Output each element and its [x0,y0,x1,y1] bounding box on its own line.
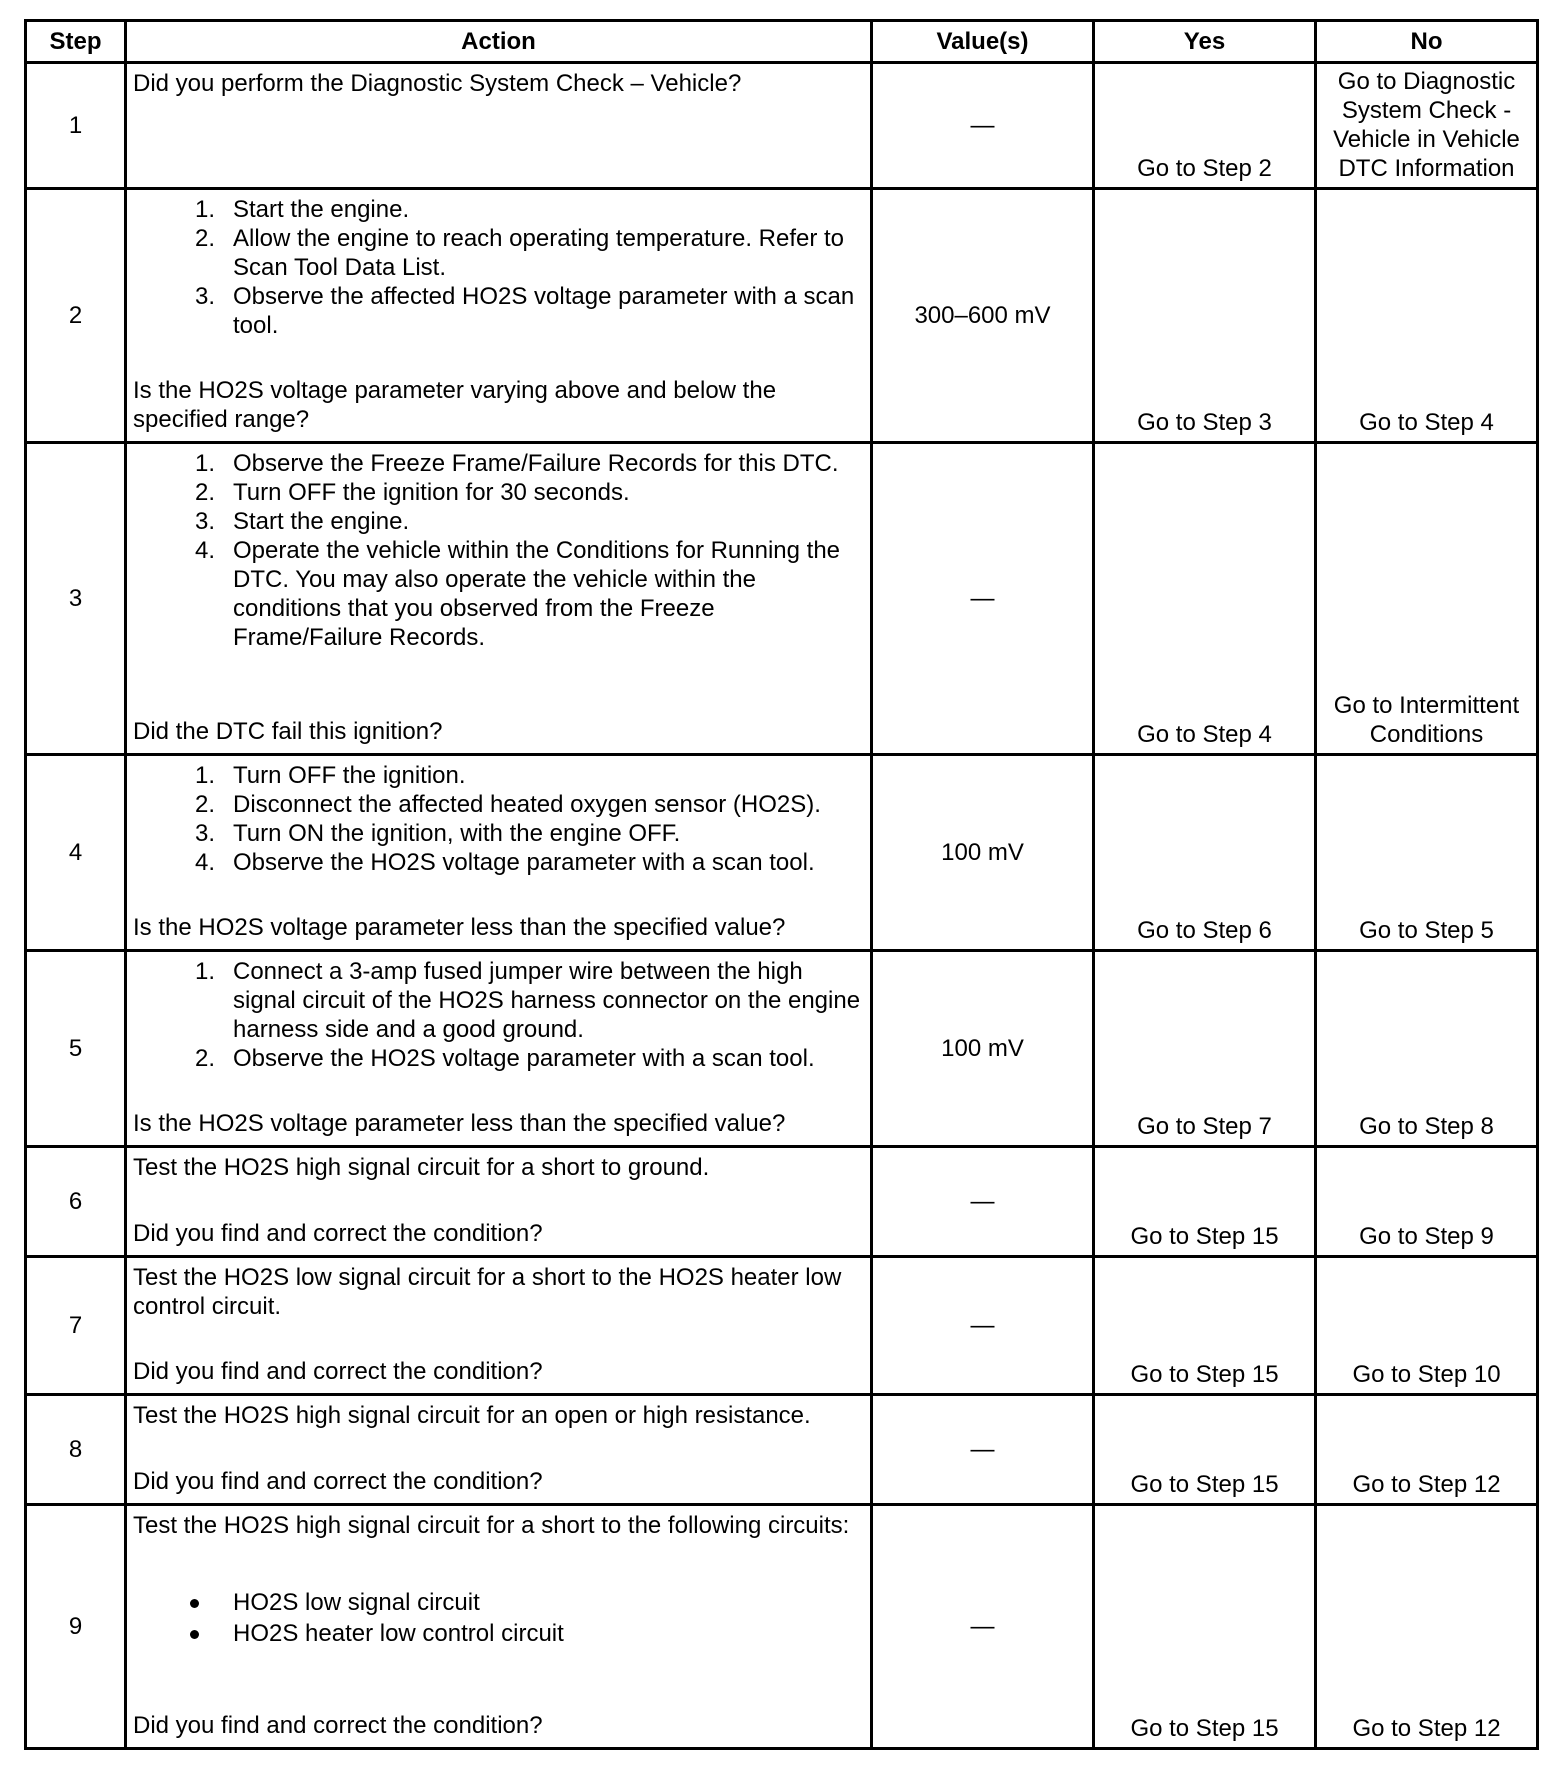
action-step-text: Disconnect the affected heated oxygen sensor (HO2S). [233,791,821,818]
action-cell [126,1395,872,1505]
step-number: 3 [26,443,126,755]
no-outcome-cell [1316,63,1538,189]
action-steps-list [133,957,864,1073]
action-cell [126,1257,872,1395]
value-cell: — [872,1505,1094,1749]
yes-outcome-text: Go to Step 15 [1130,1361,1279,1388]
yes-outcome-cell [1094,755,1316,951]
action-step-item [133,478,864,507]
bullet-icon [190,1599,199,1608]
action-step-number: 2. [194,479,215,506]
yes-outcome-cell [1094,63,1316,189]
action-step-text: Turn OFF the ignition for 30 seconds. [233,479,630,506]
action-step-text: Observe the Freeze Frame/Failure Records for this DTC. [233,450,839,477]
yes-outcome-cell [1094,443,1316,755]
action-intro: Did you perform the Diagnostic System Check – Vehicle? [133,70,742,97]
header-no: No [1316,21,1538,63]
header-action: Action [126,21,872,63]
action-steps-list [133,195,864,340]
action-step-number: 1. [194,450,215,477]
yes-outcome-cell [1094,951,1316,1147]
action-step-text: Observe the HO2S voltage parameter with a scan tool. [233,849,815,876]
action-step-item [133,1044,864,1073]
step-number: 6 [26,1147,126,1257]
no-outcome-text: Go to Step 12 [1352,1715,1501,1742]
yes-outcome-cell [1094,1395,1316,1505]
action-steps-list [133,449,864,652]
table-row [26,1505,1538,1749]
circuit-bullet-list [133,1588,864,1648]
step-number: 8 [26,1395,126,1505]
action-cell [126,951,872,1147]
action-step-item [133,224,864,282]
no-outcome-cell [1316,1257,1538,1395]
circuit-bullet-text: HO2S low signal circuit [233,1589,480,1616]
no-outcome-text: Go to Step 8 [1359,1113,1494,1140]
value-cell: 300–600 mV [872,189,1094,443]
header-yes: Yes [1094,21,1316,63]
yes-outcome-cell [1094,1147,1316,1257]
table-row [26,951,1538,1147]
step-number: 9 [26,1505,126,1749]
value-cell: — [872,1147,1094,1257]
table-row [26,1395,1538,1505]
no-outcome-text: Go to Diagnostic System Check - Vehicle in Vehicle DTC Information [1333,68,1520,182]
no-outcome-cell [1316,951,1538,1147]
action-step-number: 4. [194,849,215,876]
action-step-number: 2. [194,1045,215,1072]
action-step-text: Turn ON the ignition, with the engine OFF. [233,820,681,847]
action-question: Did you find and correct the condition? [133,1712,543,1739]
yes-outcome-cell [1094,189,1316,443]
value-cell: — [872,63,1094,189]
circuit-bullet-item [133,1588,864,1617]
step-number: 5 [26,951,126,1147]
step-number: 7 [26,1257,126,1395]
value-cell: — [872,443,1094,755]
action-step-number: 1. [194,958,215,985]
action-cell [126,63,872,189]
circuit-bullet-item [133,1619,864,1648]
action-step-item [133,195,864,224]
action-question: Is the HO2S voltage parameter less than the specified value? [133,1110,786,1137]
table-row [26,755,1538,951]
action-step-text: Start the engine. [233,196,410,223]
table-row [26,1147,1538,1257]
action-step-item [133,536,864,652]
yes-outcome-text: Go to Step 7 [1137,1113,1272,1140]
table-row [26,443,1538,755]
action-step-number: 4. [194,537,215,564]
step-number: 1 [26,63,126,189]
action-cell [126,1505,872,1749]
action-cell [126,443,872,755]
yes-outcome-cell [1094,1505,1316,1749]
no-outcome-cell [1316,1505,1538,1749]
yes-outcome-cell [1094,1257,1316,1395]
yes-outcome-text: Go to Step 6 [1137,917,1272,944]
action-step-number: 2. [194,225,215,252]
action-question: Did you find and correct the condition? [133,1220,543,1247]
action-question: Did the DTC fail this ignition? [133,718,443,745]
yes-outcome-text: Go to Step 15 [1130,1471,1279,1498]
action-question: Is the HO2S voltage parameter varying above and below the specified range? [133,377,777,433]
no-outcome-text: Go to Step 12 [1352,1471,1501,1498]
no-outcome-cell [1316,1395,1538,1505]
action-step-item [133,848,864,877]
action-question: Did you find and correct the condition? [133,1468,543,1495]
circuit-bullet-text: HO2S heater low control circuit [233,1620,564,1647]
table-row [26,63,1538,189]
action-intro: Test the HO2S high signal circuit for an open or high resistance. [133,1402,811,1429]
action-step-item [133,449,864,478]
action-intro: Test the HO2S high signal circuit for a short to the following circuits: [133,1512,850,1539]
action-step-number: 3. [194,820,215,847]
yes-outcome-text: Go to Step 15 [1130,1715,1279,1742]
table-body [26,63,1538,1749]
action-step-item [133,790,864,819]
no-outcome-cell [1316,755,1538,951]
no-outcome-cell [1316,1147,1538,1257]
header-step: Step [26,21,126,63]
action-cell [126,755,872,951]
action-intro: Test the HO2S high signal circuit for a short to ground. [133,1154,710,1181]
action-question: Is the HO2S voltage parameter less than the specified value? [133,914,786,941]
action-step-text: Observe the HO2S voltage parameter with a scan tool. [233,1045,815,1072]
action-step-item [133,507,864,536]
action-step-item [133,282,864,340]
yes-outcome-text: Go to Step 3 [1137,409,1272,436]
yes-outcome-text: Go to Step 2 [1137,155,1272,182]
yes-outcome-text: Go to Step 4 [1137,721,1272,748]
action-cell [126,189,872,443]
action-step-item [133,819,864,848]
header-row [26,21,1538,63]
step-number: 4 [26,755,126,951]
action-question: Did you find and correct the condition? [133,1358,543,1385]
step-number: 2 [26,189,126,443]
yes-outcome-text: Go to Step 15 [1130,1223,1279,1250]
action-step-number: 1. [194,762,215,789]
table-row [26,189,1538,443]
no-outcome-text: Go to Step 9 [1359,1223,1494,1250]
action-step-number: 3. [194,283,215,310]
action-cell [126,1147,872,1257]
action-steps-list [133,761,864,877]
no-outcome-text: Go to Step 5 [1359,917,1494,944]
no-outcome-text: Go to Step 4 [1359,409,1494,436]
table-row [26,1257,1538,1395]
value-cell: 100 mV [872,755,1094,951]
no-outcome-cell [1316,189,1538,443]
action-step-text: Connect a 3-amp fused jumper wire between the high signal circuit of the HO2S harness connector on the engine harness side and a good ground. [233,958,861,1043]
no-outcome-text: Go to Step 10 [1352,1361,1501,1388]
action-step-text: Observe the affected HO2S voltage parameter with a scan tool. [233,283,855,339]
action-intro: Test the HO2S low signal circuit for a short to the HO2S heater low control circuit. [133,1264,842,1320]
action-step-number: 1. [194,196,215,223]
no-outcome-cell [1316,443,1538,755]
diagnostic-table [24,19,1539,1750]
header-values: Value(s) [872,21,1094,63]
action-step-number: 3. [194,508,215,535]
action-step-item [133,957,864,1044]
action-step-number: 2. [194,791,215,818]
bullet-icon [190,1630,199,1639]
action-step-text: Allow the engine to reach operating temperature. Refer to Scan Tool Data List. [233,225,845,281]
value-cell: — [872,1257,1094,1395]
value-cell: — [872,1395,1094,1505]
action-step-text: Turn OFF the ignition. [233,762,466,789]
value-cell: 100 mV [872,951,1094,1147]
action-step-item [133,761,864,790]
action-step-text: Operate the vehicle within the Conditions for Running the DTC. You may also operate the vehicle within the conditions that you observed from the Freeze Frame/Failure Records. [233,537,841,651]
action-step-text: Start the engine. [233,508,410,535]
no-outcome-text: Go to Intermittent Conditions [1333,692,1520,748]
